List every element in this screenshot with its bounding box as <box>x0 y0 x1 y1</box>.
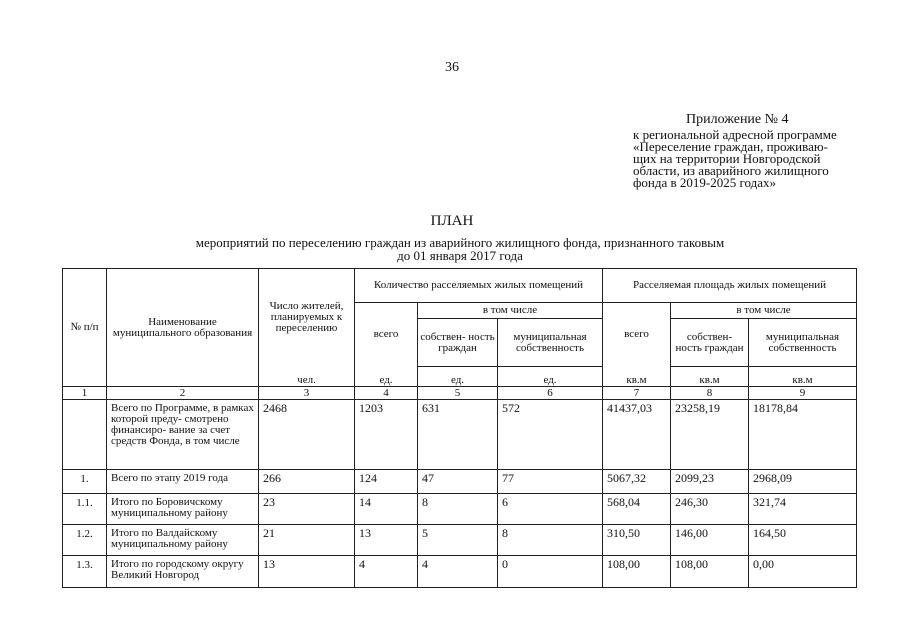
appendix-subtitle-line: области, из аварийного жилищного <box>633 163 829 178</box>
header-qty-group: Количество расселяемых жилых помещений <box>355 269 603 303</box>
row-name: Всего по Программе, в рамках которой преду- смотрено финансиро- вание за счет средств Фонда, в том числе <box>107 400 259 470</box>
column-number-row <box>63 387 857 400</box>
appendix-title: Приложение № 4 <box>686 112 789 127</box>
row-value: 77 <box>498 470 603 494</box>
header-qty-total: всего <box>355 303 418 367</box>
row-name: Итого по Боровичскому муниципальному району <box>107 494 259 525</box>
row-value: 47 <box>418 470 498 494</box>
header-area-total: всего <box>603 303 671 367</box>
row-num: 1.3. <box>63 556 107 588</box>
unit-cell: ед. <box>355 367 418 387</box>
header-area-private: собствен- ность граждан <box>671 319 749 367</box>
row-value: 18178,84 <box>749 400 857 470</box>
unit-cell: ед. <box>498 367 603 387</box>
column-number: 5 <box>418 387 498 400</box>
column-number: 6 <box>498 387 603 400</box>
row-value: 108,00 <box>603 556 671 588</box>
row-value: 4 <box>355 556 418 588</box>
plan-title: ПЛАН <box>430 213 474 229</box>
plan-subtitle <box>130 236 790 262</box>
row-value: 8 <box>498 525 603 556</box>
appendix-subtitle <box>633 129 863 189</box>
page-number: 36 <box>445 60 459 75</box>
plan-subtitle-line2: до 01 января 2017 года <box>397 248 523 263</box>
header-area-group: Расселяемая площадь жилых помещений <box>603 269 857 303</box>
unit-cell: кв.м <box>671 367 749 387</box>
row-value: 41437,03 <box>603 400 671 470</box>
column-number: 9 <box>749 387 857 400</box>
row-value: 14 <box>355 494 418 525</box>
unit-cell: чел. <box>259 367 355 387</box>
column-number: 1 <box>63 387 107 400</box>
row-value: 1203 <box>355 400 418 470</box>
header-name: Наименование муниципального образования <box>107 269 259 387</box>
appendix-subtitle-line: щих на территории Новгородской <box>633 151 821 166</box>
row-value: 23258,19 <box>671 400 749 470</box>
column-number: 4 <box>355 387 418 400</box>
header-residents: Число жителей, планируемых к переселению <box>259 269 355 367</box>
row-value: 310,50 <box>603 525 671 556</box>
header-area-municipal: муниципальная собственность <box>749 319 857 367</box>
row-value: 266 <box>259 470 355 494</box>
row-value: 631 <box>418 400 498 470</box>
table-row <box>63 470 857 494</box>
appendix-subtitle-line: фонда в 2019-2025 годах» <box>633 175 776 190</box>
row-name: Всего по этапу 2019 года <box>107 470 259 494</box>
row-value: 164,50 <box>749 525 857 556</box>
row-num: 1.1. <box>63 494 107 525</box>
row-num: 1. <box>63 470 107 494</box>
row-value: 2468 <box>259 400 355 470</box>
row-value: 13 <box>355 525 418 556</box>
header-num: № п/п <box>63 269 107 387</box>
row-name: Итого по Валдайскому муниципальному району <box>107 525 259 556</box>
table-row <box>63 400 857 470</box>
table-row <box>63 494 857 525</box>
row-value: 124 <box>355 470 418 494</box>
header-qty-including: в том числе <box>418 303 603 319</box>
row-value: 246,30 <box>671 494 749 525</box>
row-value: 0 <box>498 556 603 588</box>
resettlement-table <box>62 268 857 588</box>
row-value: 21 <box>259 525 355 556</box>
row-num <box>63 400 107 470</box>
plan-subtitle-line1: мероприятий по переселению граждан из аварийного жилищного фонда, признанного таковым <box>195 235 725 250</box>
column-number: 8 <box>671 387 749 400</box>
table-row <box>63 556 857 588</box>
row-name: Итого по городскому округу Великий Новгород <box>107 556 259 588</box>
row-value: 13 <box>259 556 355 588</box>
appendix-subtitle-line: «Переселение граждан, проживаю- <box>633 139 828 154</box>
row-value: 6 <box>498 494 603 525</box>
row-value: 4 <box>418 556 498 588</box>
table-row <box>63 525 857 556</box>
row-value: 146,00 <box>671 525 749 556</box>
row-value: 568,04 <box>603 494 671 525</box>
row-value: 2968,09 <box>749 470 857 494</box>
header-area-including: в том числе <box>671 303 857 319</box>
row-value: 572 <box>498 400 603 470</box>
header-qty-municipal: муниципальная собственность <box>498 319 603 367</box>
unit-cell: кв.м <box>749 367 857 387</box>
row-value: 2099,23 <box>671 470 749 494</box>
appendix-subtitle-line: к региональной адресной программе <box>633 127 837 142</box>
unit-cell: ед. <box>418 367 498 387</box>
row-value: 23 <box>259 494 355 525</box>
unit-cell: кв.м <box>603 367 671 387</box>
column-number: 2 <box>107 387 259 400</box>
row-value: 8 <box>418 494 498 525</box>
header-qty-private: собствен- ность граждан <box>418 319 498 367</box>
row-value: 0,00 <box>749 556 857 588</box>
row-num: 1.2. <box>63 525 107 556</box>
row-value: 5067,32 <box>603 470 671 494</box>
row-value: 108,00 <box>671 556 749 588</box>
column-number: 3 <box>259 387 355 400</box>
row-value: 321,74 <box>749 494 857 525</box>
row-value: 5 <box>418 525 498 556</box>
column-number: 7 <box>603 387 671 400</box>
